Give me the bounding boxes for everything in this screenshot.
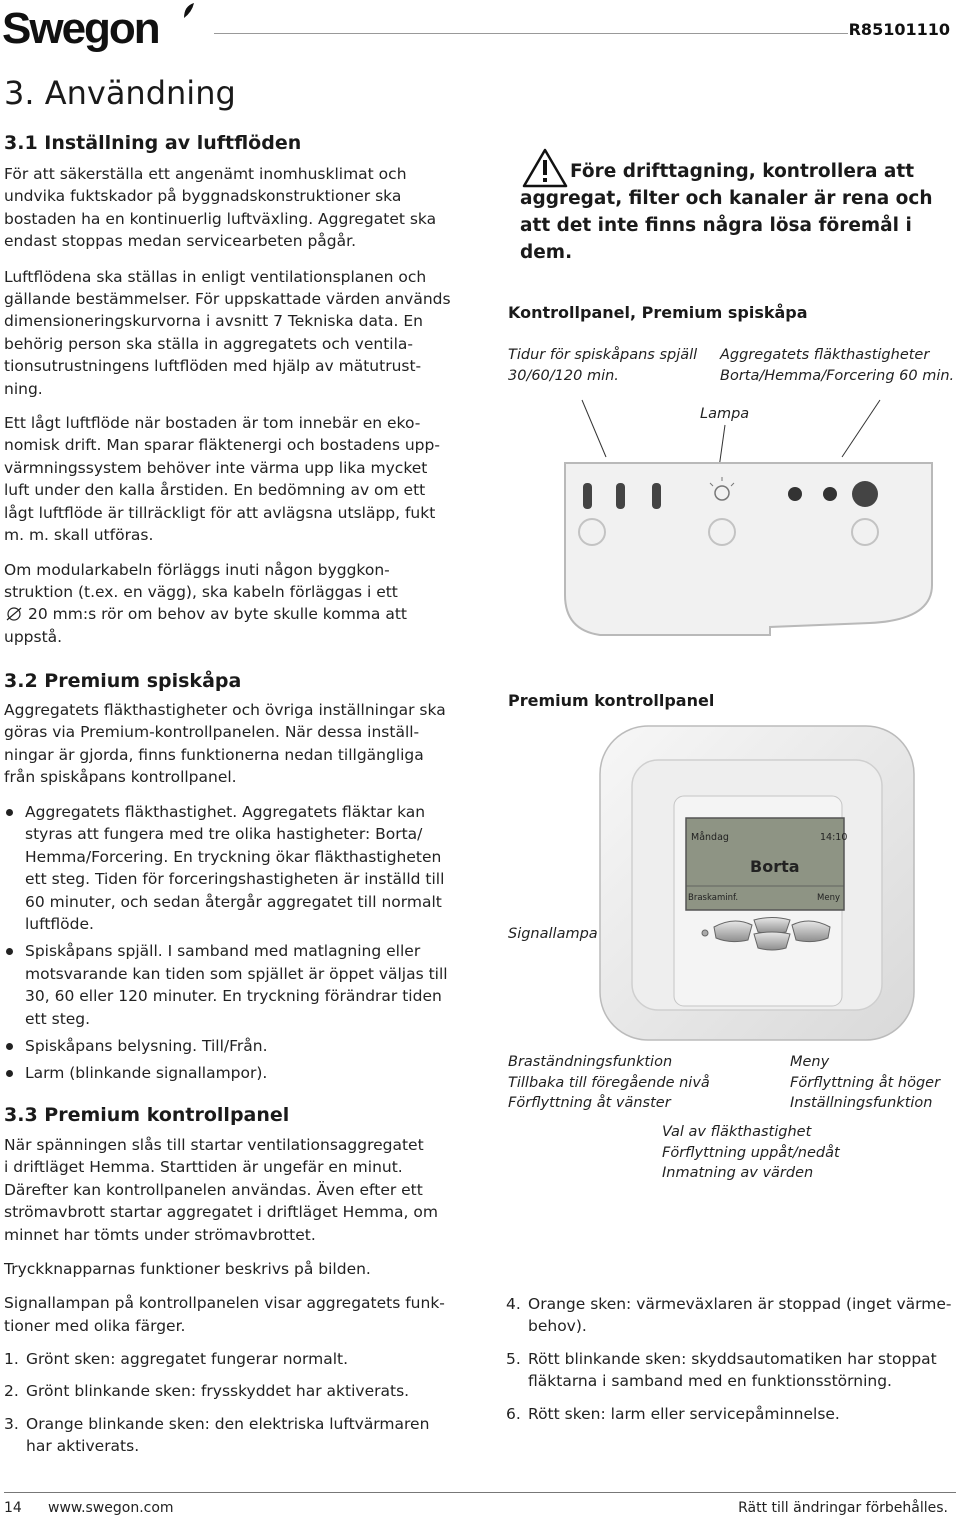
label-line: Förflyttning åt höger <box>790 1074 941 1091</box>
right-button[interactable] <box>792 921 830 942</box>
footer-rule <box>4 1492 956 1493</box>
label-lamp: Lampa <box>700 406 750 422</box>
swegon-logo: Swegon <box>2 4 159 53</box>
list-number: 2. <box>4 1382 19 1401</box>
text-line: Luftflödena ska ställas in enligt ventilationsplanen och <box>4 267 427 286</box>
text-line: Spiskåpans belysning. Till/Från. <box>25 1037 268 1056</box>
lcd-right-soft: Meny <box>817 893 840 903</box>
list-item <box>4 1348 474 1370</box>
speed-led <box>823 487 837 501</box>
lcd-mode: Borta <box>750 857 800 876</box>
text-line: Spiskåpans spjäll. I samband med matlagning eller <box>25 942 421 961</box>
label-line: Aggregatets fläkthastigheter <box>720 347 930 363</box>
text-line: Rött blinkande sken: skyddsautomatiken har stoppat <box>528 1349 937 1368</box>
text-line: behov). <box>528 1317 587 1336</box>
document-number: R85101110 <box>848 20 950 39</box>
text-line: endast stoppas medan servicearbeten pågår. <box>4 232 356 251</box>
text-line: luft under den kalla årstiden. En bedömning av om ett <box>4 481 426 500</box>
label-line: Tidur för spiskåpans spjäll <box>508 347 698 363</box>
label-signal: Signallampa <box>508 926 598 942</box>
list-number: 1. <box>4 1350 19 1368</box>
text-line: Ett lågt luftflöde när bostaden är tom innebär en eko- <box>4 414 421 433</box>
text-line: Rött sken: larm eller servicepåminnelse. <box>528 1404 840 1423</box>
label-line: Förflyttning åt vänster <box>508 1095 671 1111</box>
text-line: ett steg. Tiden för forceringshastigheten är inställd till <box>25 870 445 889</box>
heading-3-2: 3.2 Premium spiskåpa <box>4 670 242 692</box>
list-item <box>4 1380 474 1402</box>
heading-3-3: 3.3 Premium kontrollpanel <box>4 1104 290 1126</box>
left-button[interactable] <box>714 921 752 942</box>
speed-led <box>788 487 802 501</box>
list-number: 4. <box>506 1295 521 1313</box>
text-line: har aktiverats. <box>26 1437 140 1456</box>
text-line: ning. <box>4 379 43 398</box>
header-rule <box>214 33 848 34</box>
label-line: Inställningsfunktion <box>790 1095 933 1111</box>
text-line: Hemma/Forcering. En tryckning ökar fläkthastigheten <box>25 847 442 866</box>
lcd-left-soft: Braskaminf. <box>688 893 739 903</box>
list-item <box>4 1413 474 1458</box>
text-line: minnet har tömts under strömavbrottet. <box>4 1225 316 1244</box>
text-line: lågt luftflöde är tillräckligt för att avlägsna utsläpp, fukt <box>4 503 436 522</box>
text-line: nomisk drift. Man sparar fläktenergi och bostadens upp- <box>4 436 440 455</box>
panel1-title: Kontrollpanel, Premium spiskåpa <box>508 303 808 322</box>
text-line: 30, 60 eller 120 minuter. En tryckning förändrar tiden <box>25 987 442 1006</box>
list-item <box>4 940 474 1030</box>
text-line: tionsutrustningens luftflöden med hjälp av mätutrust- <box>4 357 422 376</box>
text-line: Orange blinkande sken: den elektriska luftvärmaren <box>26 1414 430 1433</box>
text-line: göras via Premium-kontrollpanelen. När dessa inställ- <box>4 723 420 742</box>
text-line: tioner med olika färger. <box>4 1316 186 1335</box>
diameter-icon <box>6 607 22 621</box>
text-line: Grönt blinkande sken: frysskyddet har aktiverats. <box>26 1382 410 1401</box>
list-item <box>506 1293 958 1338</box>
premium-control-panel <box>592 720 922 1050</box>
text-line: i driftläget Hemma. Starttiden är ungefär en minut. <box>4 1158 403 1177</box>
s32-bullets <box>4 801 474 1085</box>
timer-led <box>652 483 661 509</box>
down-button[interactable] <box>754 932 790 950</box>
panel2-title: Premium kontrollpanel <box>508 691 715 710</box>
text-line: Aggregatets fläkthastigheter och övriga inställningar ska <box>4 701 446 719</box>
label-line: Förflyttning uppåt/nedåt <box>662 1144 840 1161</box>
up-button[interactable] <box>754 918 790 934</box>
list-number: 3. <box>4 1414 19 1433</box>
s33-body <box>4 1134 474 1337</box>
text-line: Aggregatets fläkthastighet. Aggregatets fläktar kan <box>25 803 426 821</box>
text-line: motsvarande kan tiden som spjället är öppet väljas till <box>25 964 448 983</box>
timer-led <box>616 483 625 509</box>
text-line: från spiskåpans kontrollpanel. <box>4 768 237 787</box>
label-line: Borta/Hemma/Forcering 60 min. <box>720 367 955 384</box>
footer-rights: Rätt till ändringar förbehålles. <box>738 1500 948 1516</box>
text-line: gällande bestämmelser. För uppskattade värden används <box>4 290 451 309</box>
text-line: För att säkerställa ett angenämt inomhusklimat och <box>4 165 407 183</box>
label-line: Braständningsfunktion <box>508 1054 673 1070</box>
page-number: 14 <box>4 1500 22 1516</box>
text-line: Orange sken: värmeväxlaren är stoppad (inget värme- <box>528 1295 952 1313</box>
text-line: dimensioneringskurvorna i avsnitt 7 Tekniska data. En <box>4 312 423 331</box>
text-line: ett steg. <box>25 1009 91 1028</box>
leader-line <box>582 400 606 457</box>
text-line: Om modularkabeln förläggs inuti någon byggkon- <box>4 560 390 579</box>
signal-lamp <box>702 930 708 936</box>
list-item <box>4 801 474 935</box>
list-item <box>4 1062 474 1084</box>
leader-line <box>842 400 880 457</box>
text-line: Tryckknapparnas funktioner beskrivs på bilden. <box>4 1260 371 1279</box>
label-center-button <box>662 1122 840 1184</box>
label-left-button <box>508 1052 710 1114</box>
warning-line: dem. <box>520 242 573 263</box>
list-item <box>506 1348 958 1393</box>
label-line: Val av fläkthastighet <box>662 1124 812 1140</box>
warning-text <box>520 158 960 266</box>
s32-intro <box>4 699 474 789</box>
text-line: styras att fungera med tre olika hastigheter: Borta/ <box>25 825 423 844</box>
text-line: Därefter kan kontrollpanelen användas. Även efter ett <box>4 1180 423 1199</box>
text-line: ningar är gjorda, finns funktionerna nedan tillgängliga <box>4 745 424 764</box>
text-line: 20 mm:s rör om behov av byte skulle komma att <box>28 605 407 624</box>
text-line: fläktarna i samband med en funktionsstörning. <box>528 1372 892 1391</box>
s31-body <box>4 163 474 648</box>
warning-line: Före drifttagning, kontrollera att <box>570 161 915 182</box>
logo-leaf-icon <box>182 2 196 20</box>
signal-list-left <box>4 1348 474 1458</box>
hood-control-panel <box>540 395 940 645</box>
list-number: 5. <box>506 1349 521 1368</box>
signal-list-right <box>506 1293 958 1425</box>
text-line: 60 minuter, och sedan återgår aggregatet till normalt <box>25 892 442 911</box>
label-timer <box>508 345 697 386</box>
text-line: strömavbrott startar aggregatet i driftläget Hemma, om <box>4 1203 438 1222</box>
label-speed <box>720 345 954 386</box>
warning-line: att det inte finns några lösa föremål i <box>520 215 912 236</box>
speed-led <box>852 481 878 507</box>
section-title: 3. Användning <box>4 74 236 112</box>
timer-led <box>583 483 592 509</box>
text-line: undvika fuktskador på byggnadskonstruktioner ska <box>4 187 402 206</box>
lcd-day: Måndag <box>691 832 729 843</box>
label-right-button <box>790 1052 940 1114</box>
text-line: luftflöde. <box>25 915 94 934</box>
text-line: Grönt sken: aggregatet fungerar normalt. <box>26 1350 349 1368</box>
text-line: m. m. skall utföras. <box>4 526 154 545</box>
heading-3-1: 3.1 Inställning av luftflöden <box>4 132 302 154</box>
text-line: bostaden ha en kontinuerlig luftväxling. Aggregatet ska <box>4 209 437 228</box>
label-line: Tillbaka till föregående nivå <box>508 1074 710 1091</box>
warning-line: aggregat, filter och kanaler är rena och <box>520 188 933 209</box>
label-line: Meny <box>790 1054 830 1070</box>
diameter-line <box>4 603 474 625</box>
label-line: 30/60/120 min. <box>508 367 619 384</box>
text-line: värmningssystem behöver inte värma upp lika mycket <box>4 458 428 477</box>
list-item <box>4 1035 474 1057</box>
text-line: Larm (blinkande signallampor). <box>25 1064 268 1083</box>
text-line: behörig person ska ställa in aggregatets och ventila- <box>4 334 413 353</box>
label-line: Inmatning av värden <box>662 1165 814 1181</box>
footer-url[interactable]: www.swegon.com <box>48 1500 174 1516</box>
text-line: Signallampan på kontrollpanelen visar aggregatets funk- <box>4 1294 445 1313</box>
text-line: När spänningen slås till startar ventilationsaggregatet <box>4 1136 424 1154</box>
text-line: struktion (t.ex. en vägg), ska kabeln förläggas i ett <box>4 582 398 601</box>
list-item <box>506 1403 958 1425</box>
text-line: uppstå. <box>4 627 63 646</box>
list-number: 6. <box>506 1404 521 1423</box>
lcd-time: 14:10 <box>820 832 848 843</box>
